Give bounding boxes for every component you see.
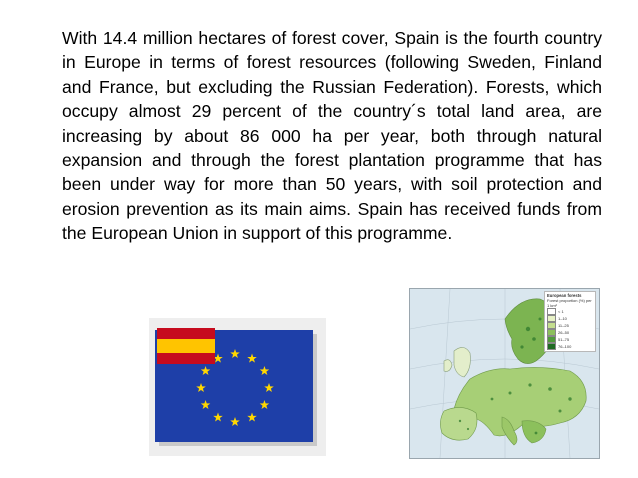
legend-label: 26–50 [558,330,570,335]
legend-item [547,329,593,336]
legend-subtitle: Forest proportion (%) per 1 km² [547,298,592,308]
legend-swatch [547,322,556,329]
flags-image [149,318,326,456]
spain-flag [157,328,215,364]
europe-forest-map [409,288,600,459]
legend-swatch [547,315,556,322]
legend-label: < 1 [558,309,564,314]
legend-item [547,343,593,350]
legend-swatch [547,336,556,343]
legend-label: 51–75 [558,337,570,342]
legend-label: 11–25 [558,323,569,328]
legend-item [547,336,593,343]
legend-swatch [547,308,556,315]
flags-photo [149,318,326,456]
legend-title: European forests [547,293,582,298]
legend-label: 76–100 [558,344,572,349]
legend-label: 1–10 [558,316,567,321]
legend-item [547,322,593,329]
iberian-peninsula [440,407,477,440]
body-paragraph: With 14.4 million hectares of forest cover, Spain is the fourth country in Europe in terms of forest resources (following Sweden, Finland and France, but excluding the Russian Federation). Forests, which occupy almost 29 percent of the country´s total land area, are increasing by about 86 000 ha per year, both through natural expansion and through the forest plantation programme that has been under way for more than 50 years, with soil protection and erosion prevention as its main aims. Spain has received funds from the European Union in support of this programme. [62,28,602,244]
legend-swatch [547,343,556,350]
legend-swatch [547,329,556,336]
map-legend [544,291,596,352]
legend-items [547,308,593,350]
legend-item [547,315,593,322]
legend-item [547,308,593,315]
